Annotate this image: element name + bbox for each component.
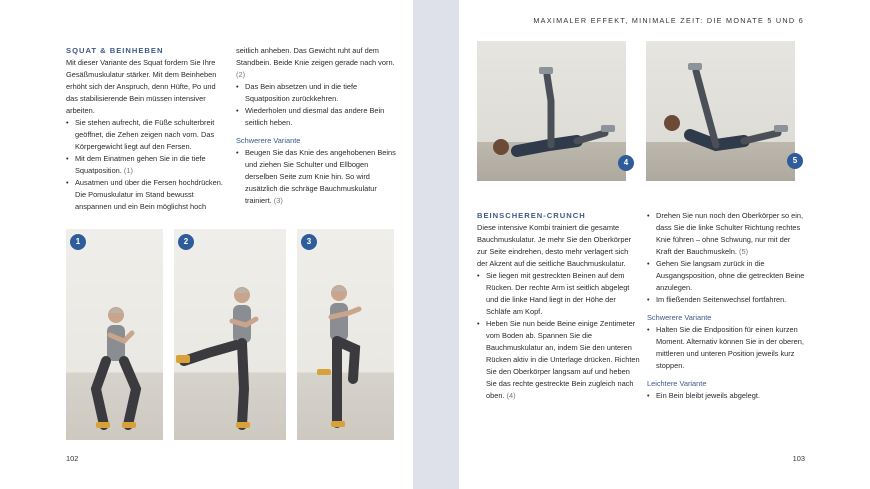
crunch-text-column-2 [647, 210, 805, 402]
photo-ref: (1) [123, 166, 133, 175]
harder-variant-label: Schwerere Variante [647, 313, 712, 322]
squat-steps-list-2 [236, 81, 396, 129]
photo-badge: 1 [70, 234, 86, 250]
exercise-photo-3 [297, 229, 394, 440]
easier-variant-label: Leichtere Variante [647, 379, 707, 388]
exercise-photo-4 [477, 41, 629, 181]
photo-badge: 4 [618, 155, 634, 171]
crunch-step: • Heben Sie nun beide Beine einige Zentimeter vom Boden ab. Spannen Sie die Bauchmuskulatur an, indem Sie den unteren Rücken aktiv in die Unterlage drücken. Richten Sie den Oberkörper langsam auf und heben Sie das rechte gestreckte Bein zugleich nach oben. (4) [477, 318, 640, 402]
crunch-step: • Sie liegen mit gestreckten Beinen auf dem Rücken. Der rechte Arm ist seitlich abgelegt und die linke Hand liegt in der Höhe der Schläfe am Kopf. [477, 270, 640, 318]
twist-crunch-figure-illustration [646, 41, 795, 181]
squat-intro: Mit dieser Variante des Squat fordern Sie Ihre Gesäßmuskulatur stärker. Mit dem Beinheben erhöht sich der Anspruch, denn Hüfte, Po und das stabilisierende Bein müssen intensiver arbeiten. [66, 58, 217, 115]
page-number-right: 103 [792, 454, 805, 463]
crunch-step: • Drehen Sie nun noch den Oberkörper so ein, dass Sie die linke Schulter Richtung rechtes Knie führen – ohne Schwung, nur mit der Kraft der Bauchmuskeln. (5) [647, 210, 805, 258]
photo-badge: 5 [787, 153, 803, 169]
photo-badge: 3 [301, 234, 317, 250]
exercise-photo-2 [174, 229, 286, 440]
exercise-photo-1 [66, 229, 163, 440]
left-page [0, 0, 413, 489]
crunch-step: • Gehen Sie langsam zurück in die Ausgangsposition, ohne die getreckten Beine anzulegen. [647, 258, 805, 294]
squat-steps-list [66, 117, 226, 213]
crunch-steps-list-2 [647, 210, 805, 306]
photo-ref: (4) [506, 391, 516, 400]
exercise-photo-5 [646, 41, 798, 181]
easier-variant-step: • Ein Bein bleibt jeweils abgelegt. [647, 390, 805, 402]
harder-variant-step: • Beugen Sie das Knie des angehobenen Beins und ziehen Sie Schulter und Ellbogen derselben Seite zum Knie hin. So wird zusätzlich die schräge Bauchmuskulatur trainiert. (3) [236, 147, 396, 207]
squat-step: • Ausatmen und über die Fersen hochdrücken. Die Pomuskulatur im Stand bewusst anspannen und ein Bein möglichst hoch [66, 177, 226, 213]
easier-variant-list [647, 390, 805, 402]
harder-variant-step: • Halten Sie die Endposition für einen kurzen Moment. Alternativ können Sie in der oberen, mittleren und unteren Position jeweils kurz stoppen. [647, 324, 805, 372]
running-head: MAXIMALER EFFEKT, MINIMALE ZEIT: DIE MONATE 5 UND 6 [533, 16, 804, 25]
book-gutter [413, 0, 459, 489]
squat-heading: SQUAT & BEINHEBEN [66, 46, 164, 55]
crunch-intro: Diese intensive Kombi trainiert die gesamte Bauchmuskulatur. Je mehr Sie den Oberkörper zur Seite eindrehen, desto mehr verlagert sich der Akzent auf die seitliche Bauchmuskulatur. [477, 223, 632, 268]
page-number-left: 102 [66, 454, 79, 463]
harder-variant-list [647, 324, 805, 372]
leg-lift-figure-illustration [174, 229, 286, 440]
squat-step: • Mit dem Einatmen gehen Sie in die tiefe Squatposition. (1) [66, 153, 226, 177]
squat-text-column [66, 45, 226, 213]
squat-text-column-2 [236, 45, 396, 207]
photo-ref: (2) [236, 70, 246, 79]
squat-step: • Wiederholen und diesmal das andere Bein seitlich heben. [236, 105, 396, 129]
crunch-steps-list [477, 270, 640, 402]
knee-elbow-figure-illustration [297, 229, 394, 440]
squat-step-continued: seitlich anheben. Das Gewicht ruht auf dem Standbein. Beide Knie zeigen gerade nach vorn. (2) [236, 46, 395, 79]
crunch-text-column [477, 210, 640, 402]
right-page [459, 0, 870, 489]
squat-step: • Sie stehen aufrecht, die Füße schulterbreit geöffnet, die Zehen zeigen nach vorn. Das Körpergewicht liegt auf den Fersen. [66, 117, 226, 153]
squat-step: • Das Bein absetzen und in die tiefe Squatposition zurückkehren. [236, 81, 396, 105]
crunch-step: • Im fließenden Seitenwechsel fortfahren. [647, 294, 805, 306]
photo-ref: (3) [273, 196, 283, 205]
photo-badge: 2 [178, 234, 194, 250]
photo-ref: (5) [739, 247, 749, 256]
harder-variant-label: Schwerere Variante [236, 136, 301, 145]
squat-figure-illustration [66, 229, 163, 440]
harder-variant-list [236, 147, 396, 207]
crunch-figure-illustration [477, 41, 626, 181]
crunch-heading: BEINSCHEREN-CRUNCH [477, 211, 586, 220]
